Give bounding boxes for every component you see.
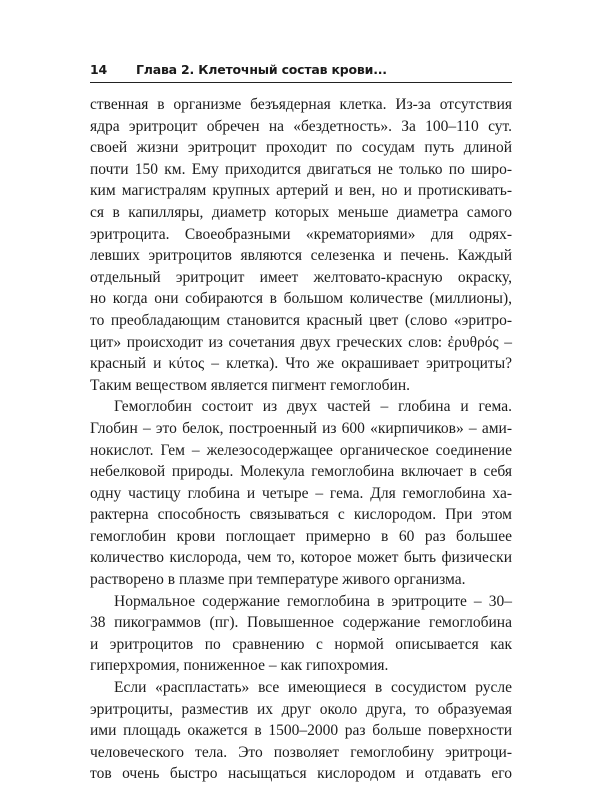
text-line: нокислот. Гем – железосодержащее органическое соединение <box>90 441 512 459</box>
text-line: ими площадь окажется в 1500–2000 раз больше поверхности <box>90 722 512 740</box>
text-line: небелковой природы. Молекула гемоглобина включает в себя <box>90 463 512 481</box>
text-line: гиперхромия, пониженное – как гипохромия. <box>90 657 389 675</box>
text-line: отдельный эритроцит имеет желтовато-красную окраску, <box>90 268 512 286</box>
text-line: Таким веществом является пигмент гемоглобин. <box>90 376 410 394</box>
header-divider <box>90 82 512 83</box>
text-line: растворено в плазме при температуре живого организма. <box>90 571 466 589</box>
text-line: цит» происходит из сочетания двух греческих слов: ἐρυθρός – <box>90 333 512 351</box>
text-line: своей жизни эритроцит проходит по сосудам путь длиной <box>90 139 512 157</box>
chapter-title: Глава 2. Клеточный состав крови... <box>136 62 387 77</box>
text-line: почти 150 км. Ему приходится двигаться не только по широ- <box>90 160 512 178</box>
text-line: тов очень быстро насыщаться кислородом и отдавать его <box>90 765 512 783</box>
body-text <box>90 94 512 785</box>
text-line: рактерна способность связываться с кислородом. При этом <box>90 506 512 524</box>
running-header <box>90 60 512 82</box>
text-line: ядра эритроцит обречен на «бездетность». За 100–110 сут. <box>90 117 512 135</box>
text-line: количество кислорода, чем то, которое может быть физически <box>90 549 512 567</box>
text-line: то преобладающим становится красный цвет (слово «эритро- <box>90 311 512 329</box>
text-line: ственная в организме безъядерная клетка. Из-за отсутствия <box>90 96 512 113</box>
text-line: Глобин – это белок, построенный из 600 «кирпичиков» – ами- <box>90 419 512 437</box>
text-line: красный и κύτος – клетка). Что же окрашивает эритроциты? <box>90 355 512 373</box>
paragraph-start-line: Гемоглобин состоит из двух частей – глобина и гема. <box>114 398 512 416</box>
text-line: эритроциты, разместив их друг около друга, то образуемая <box>90 700 512 718</box>
paragraph-start-line: Если «распластать» все имеющиеся в сосудистом русле <box>114 679 512 697</box>
text-line: человеческого тела. Это позволяет гемоглобину эритроци- <box>90 743 512 761</box>
text-line: и эритроцитов по сравнению с нормой описывается как <box>90 635 512 653</box>
text-line: 38 пикограммов (пг). Повышенное содержание гемоглобина <box>90 614 512 632</box>
text-line: ся в капилляры, диаметр которых меньше диаметра самого <box>90 203 512 221</box>
text-line: но когда они собираются в большом количестве (миллионы), <box>90 290 512 308</box>
text-line: гемоглобин крови поглощает примерно в 60 раз большее <box>90 527 512 545</box>
text-line: левших эритроцитов являются селезенка и печень. Каждый <box>90 247 512 265</box>
text-line: одну частицу глобина и четыре – гема. Для гемоглобина ха- <box>90 484 512 502</box>
page-number: 14 <box>90 62 107 77</box>
text-line: эритроцита. Своеобразными «крематориями» для одрях- <box>90 225 512 243</box>
text-line: ким магистралям крупных артерий и вен, но и протискивать- <box>90 182 512 200</box>
paragraph-start-line: Нормальное содержание гемоглобина в эритроците – 30– <box>114 592 512 610</box>
